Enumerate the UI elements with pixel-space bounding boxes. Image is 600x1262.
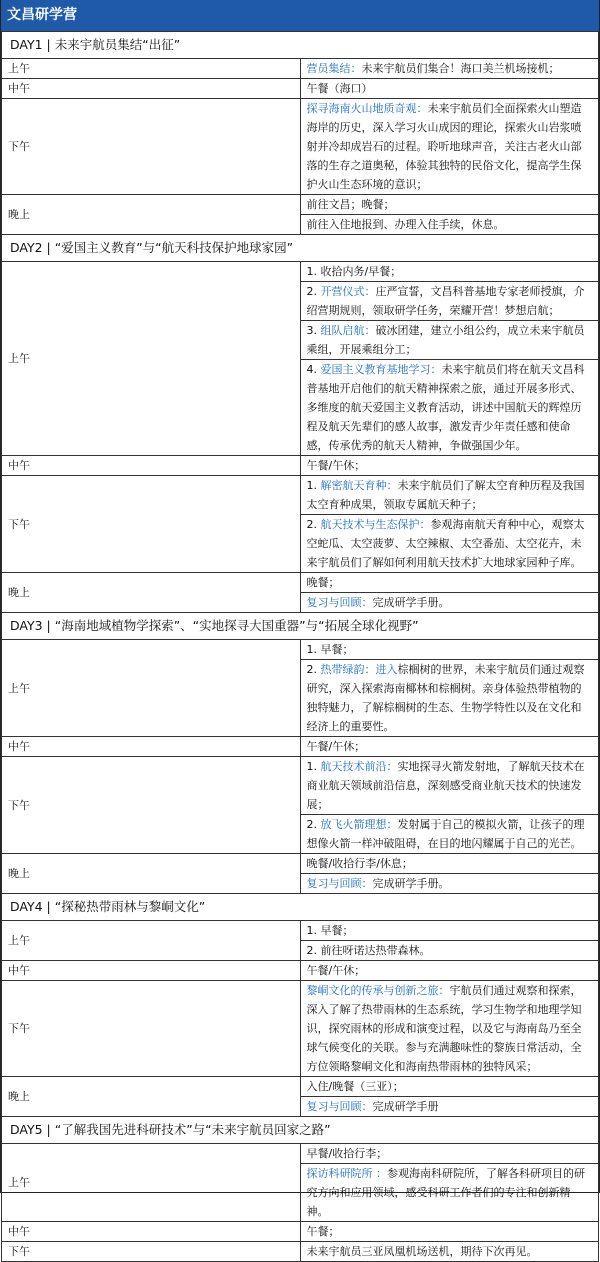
activity-content [300,195,599,235]
activity-item [307,1242,591,1261]
activity-content [300,476,599,573]
item-number: 1. [306,479,321,492]
activity-text: 早餐； [320,643,354,656]
activity-highlight: 复习与回顾： [306,877,373,890]
schedule-row [2,476,599,573]
schedule-row [2,757,599,854]
activity-text: 收拾内务/早餐； [320,265,402,278]
time-period: 中午 [2,737,301,757]
time-period: 晚上 [2,854,301,894]
time-period: 下午 [2,981,301,1077]
activity-text: 前往入住地报到、办理入住手续，休息。 [306,218,505,231]
activity-item [301,640,599,660]
schedule-row [2,1222,599,1242]
time-period: 中午 [2,456,301,476]
activity-item [301,573,599,593]
activity-item [301,321,599,360]
activity-highlight: 黎峒文化的传承与创新之旅： [306,984,450,997]
activity-content [300,262,599,456]
activity-content [300,1222,599,1242]
activity-text: 参观海南航天育种中心，观察太空蛇瓜、太空菠萝、太空辣椒、太空番茄、太空花卉，未来宇航员们了解如何利用航天技术扩大地球家园种子库。 [306,518,585,569]
time-period: 晚上 [2,195,301,235]
item-number: 2. [306,663,321,676]
activity-highlight: 探寻海南火山地质奇观： [306,102,428,115]
activity-text: 完成研学手册 [372,1100,439,1113]
activity-text: 午餐（海口） [306,82,373,95]
day-title: DAY2 | “爱国主义教育”与“航天科技保护地球家园” [2,235,599,262]
day-title: DAY3 | “海南地域植物学探索”、“实地探寻大国重器”与“拓展全球化视野” [2,613,599,640]
activity-content [300,99,599,195]
schedule-row [2,640,599,737]
time-period: 中午 [2,1222,301,1242]
activity-item [301,1144,599,1164]
day-header-row [2,32,599,59]
item-number: 3. [306,324,321,337]
item-number: 1. [306,924,321,937]
activity-item [301,854,599,874]
activity-item [307,515,591,572]
activity-content [300,640,599,737]
activity-text: 未来宇航员们集合！海口美兰机场接机； [361,62,560,75]
activity-content [300,1144,599,1222]
activity-item [307,59,591,78]
time-period: 下午 [2,1242,301,1262]
time-period: 中午 [2,961,301,981]
activity-text: 午餐； [306,1225,340,1238]
activity-highlight: 开营仪式： [320,285,376,298]
activity-item [307,215,591,234]
activity-text: 前往文昌；晚餐； [306,198,395,211]
time-period: 上午 [2,262,301,456]
activity-content [300,961,599,981]
time-period: 晚上 [2,1077,301,1117]
activity-text: 晚餐； [306,576,340,589]
activity-content [300,921,599,961]
activity-text: 早餐/收拾行李； [306,1147,388,1160]
activity-content [300,573,599,613]
activity-item [301,921,599,941]
schedule-row [2,961,599,981]
item-number: 2. [306,285,321,298]
activity-item [301,476,599,515]
activity-highlight: 爱国主义教育基地学习： [320,363,442,376]
activity-item [301,195,599,215]
activity-item [307,941,591,960]
activity-highlight: 放飞火箭理想： [320,818,398,831]
schedule-row [2,262,599,456]
activity-text: 午餐/午休； [306,964,366,977]
day-title: DAY4 | “探秘热带雨林与黎峒文化” [2,894,599,921]
activity-item [301,757,599,815]
activity-item [307,981,591,1076]
time-period: 上午 [2,921,301,961]
activity-text: 午餐/午休； [306,459,366,472]
schedule-row [2,737,599,757]
schedule-row [2,99,599,195]
activity-content [300,737,599,757]
activity-item [307,874,591,893]
item-number: 2. [306,944,321,957]
schedule-row [2,59,599,79]
activity-item [307,593,591,612]
activity-highlight: 复习与回顾： [306,1100,373,1113]
activity-item [307,660,591,736]
time-period: 上午 [2,59,301,79]
item-number: 4. [306,363,321,376]
activity-content [300,456,599,476]
activity-text: 未来宇航员们了解太空育种历程及我国太空育种成果，领取专属航天种子； [306,479,585,511]
time-period: 中午 [2,79,301,99]
activity-item [301,1077,599,1097]
item-number: 1. [306,265,321,278]
activity-text: 前往呀诺达热带森林。 [320,944,431,957]
day-header-row [2,613,599,640]
activity-text: 完成研学手册。 [372,877,450,890]
time-period: 上午 [2,640,301,737]
activity-text: 未来宇航员们全面探索火山塑造海岸的历史，深入学习火山成因的理论，探索火山岩浆喷射并冷却成岩石的过程。聆听地球声音，关注古老火山部落的生存之道奥秘，体验其独特的民俗文化，提高学生保护火山生态环境的意识； [306,102,582,191]
activity-text: 发射属于自己的模拟火箭，让孩子的理想像火箭一样冲破阻碍，在目的地闪耀属于自己的光芒。 [306,818,585,850]
schedule-row [2,1242,599,1262]
activity-content [300,79,599,99]
activity-item [307,1097,591,1116]
activity-highlight: 热带绿韵：进入 [320,663,398,676]
day-header-row [2,235,599,262]
activity-highlight: 组队启航： [320,324,376,337]
activity-text: 宇航员们通过观察和探索，深入了解了热带雨林的生态系统，学习生物学和地理学知识，探究雨林的形成和演变过程，以及它与海南岛乃至全球气候变化的关联。参与充满趣味性的黎族日常活动，全方位领略黎峒文化和海南热带雨林的独特风采； [306,984,582,1073]
schedule-row [2,1144,599,1222]
day-header-row [2,1117,599,1144]
activity-text: 棕榈树的世界，未来宇航员们通过观察研究，深入探索海南椰林和棕榈树。亲身体验热带植物的独特魅力，了解棕榈树的生态、生物学特性以及在文化和经济上的重要性。 [306,663,585,733]
activity-text: 完成研学手册。 [372,596,450,609]
item-number: 2. [306,518,321,531]
activity-content [300,1242,599,1262]
activity-highlight: 解密航天育种： [320,479,398,492]
item-number: 1. [306,760,321,773]
item-number: 1. [306,643,321,656]
activity-item [307,79,591,98]
activity-content [300,59,599,79]
schedule-row [2,854,599,894]
activity-text: 入住/晚餐（三亚）； [306,1080,404,1093]
activity-content [300,981,599,1077]
activity-item [307,99,591,194]
day-title: DAY5 | “了解我国先进科研技术”与“未来宇航员回家之路” [2,1117,599,1144]
activity-highlight: 复习与回顾： [306,596,373,609]
schedule-row [2,573,599,613]
activity-content [300,854,599,894]
activity-item [307,961,591,980]
activity-item [307,737,591,756]
schedule-row [2,921,599,961]
activity-content [300,757,599,854]
activity-item [307,815,591,853]
itinerary-table [1,31,599,1262]
time-period: 下午 [2,476,301,573]
time-period: 晚上 [2,573,301,613]
day-title: DAY1 | 未来宇航员集结“出征” [2,32,599,59]
schedule-row [2,981,599,1077]
time-period: 上午 [2,1144,301,1222]
activity-text: 午餐/午休； [306,740,366,753]
activity-item [301,282,599,321]
schedule-row [2,79,599,99]
document-title: 文昌研学营 [1,0,599,31]
schedule-row [2,1077,599,1117]
activity-item [307,1222,591,1241]
activity-text: 庄严宣誓，文昌科普基地专家老师授旗，介绍营期规则，领取研学任务，荣耀开营！梦想启航； [306,285,585,317]
activity-text: 参观海南科研院所，了解各科研项目的研究方向和应用领域，感受科研工作者们的专注和创新精神。 [306,1167,585,1218]
day-header-row [2,894,599,921]
activity-highlight: 营员集结： [306,62,362,75]
activity-text: 晚餐/收拾行李/休息； [306,857,413,870]
activity-highlight: 探访科研院所 ： [306,1167,387,1180]
activity-text: 破冰团建，建立小组公约，成立未来宇航员乘组，开展乘组分工； [306,324,585,356]
schedule-row [2,456,599,476]
activity-item [307,456,591,475]
activity-item [301,262,599,282]
activity-text: 实地探寻火箭发射地，了解航天技术在商业航天领域前沿信息，深刻感受商业航天技术的快速发展； [306,760,585,811]
item-number: 2. [306,818,321,831]
schedule-row [2,195,599,235]
time-period: 下午 [2,757,301,854]
activity-highlight: 航天技术前沿： [320,760,398,773]
activity-highlight: 航天技术与生态保护： [320,518,431,531]
activity-text: 早餐； [320,924,354,937]
activity-content [300,1077,599,1117]
time-period: 下午 [2,99,301,195]
activity-text: 未来宇航员们将在航天文昌科普基地开启他们的航天精神探索之旅，通过开展多形式、多维度的航天爱国主义教育活动，讲述中国航天的辉煌历程及航天先辈们的感人故事，激发青少年责任感和使命感，传承优秀的航天人精神，争做强国少年。 [306,363,585,452]
activity-item [307,360,591,455]
activity-text: 未来宇航员三亚凤凰机场送机，期待下次再见。 [306,1245,538,1258]
